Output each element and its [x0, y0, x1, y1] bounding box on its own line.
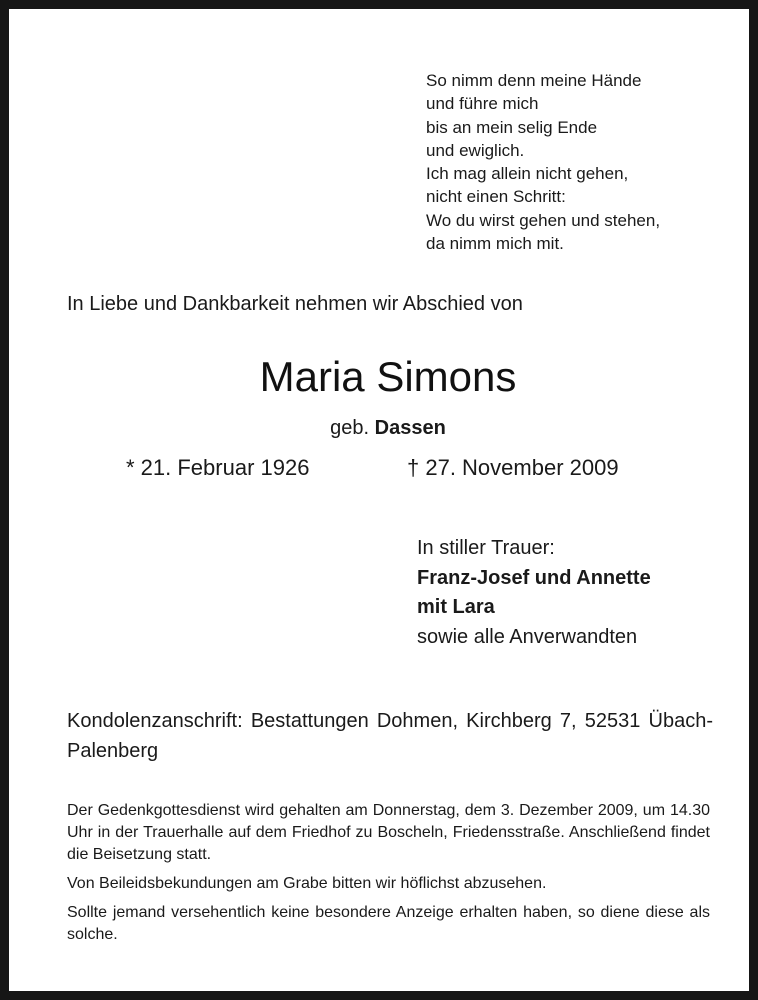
- birth-name-value: Dassen: [374, 417, 446, 439]
- mourners-family-child: mit Lara: [417, 596, 495, 618]
- poem-line: nicht einen Schritt:: [426, 187, 566, 207]
- poem-line: Ich mag allein nicht gehen,: [426, 164, 629, 184]
- condolence-address: Kondolenzanschrift: Bestattungen Dohmen, Kirchberg 7, 52531 Übach-Palenberg: [67, 710, 713, 762]
- birth-name: [9, 414, 758, 442]
- mourners-block: [417, 534, 651, 652]
- mourners-family: Franz-Josef und Annette: [417, 566, 651, 589]
- mourners-heading: In stiller Trauer:: [417, 537, 555, 559]
- poem-line: Wo du wirst gehen und stehen,: [426, 210, 661, 230]
- poem-line: bis an mein selig Ende: [426, 117, 598, 137]
- poem-line: und führe mich: [426, 94, 539, 114]
- memorial-service-note: Der Gedenkgottesdienst wird gehalten am Donnerstag, dem 3. Dezember 2009, um 14.30 Uhr in der Trauerhalle auf dem Friedhof zu Boscheln, Friedensstraße. Anschließend findet die Beisetzung statt.: [67, 802, 710, 863]
- poem-line: da nimm mich mit.: [426, 234, 564, 254]
- service-notes: [67, 800, 710, 953]
- farewell-intro: In Liebe und Dankbarkeit nehmen wir Abschied von: [67, 293, 523, 315]
- poem: [426, 69, 660, 255]
- poem-line: So nimm denn meine Hände: [426, 71, 642, 90]
- birth-name-prefix: geb.: [330, 417, 370, 439]
- condolence-request-note: Von Beileidsbekundungen am Grabe bitten wir höflichst abzusehen.: [67, 875, 547, 892]
- notice-disclaimer: Sollte jemand versehentlich keine besondere Anzeige erhalten haben, so diene diese als solche.: [67, 904, 710, 943]
- deceased-name: Maria Simons: [259, 353, 517, 400]
- death-date: † 27. November 2009: [407, 455, 619, 480]
- poem-line: und ewiglich.: [426, 140, 525, 160]
- mourners-relatives: sowie alle Anverwandten: [417, 625, 638, 648]
- birth-date: * 21. Februar 1926: [126, 455, 310, 480]
